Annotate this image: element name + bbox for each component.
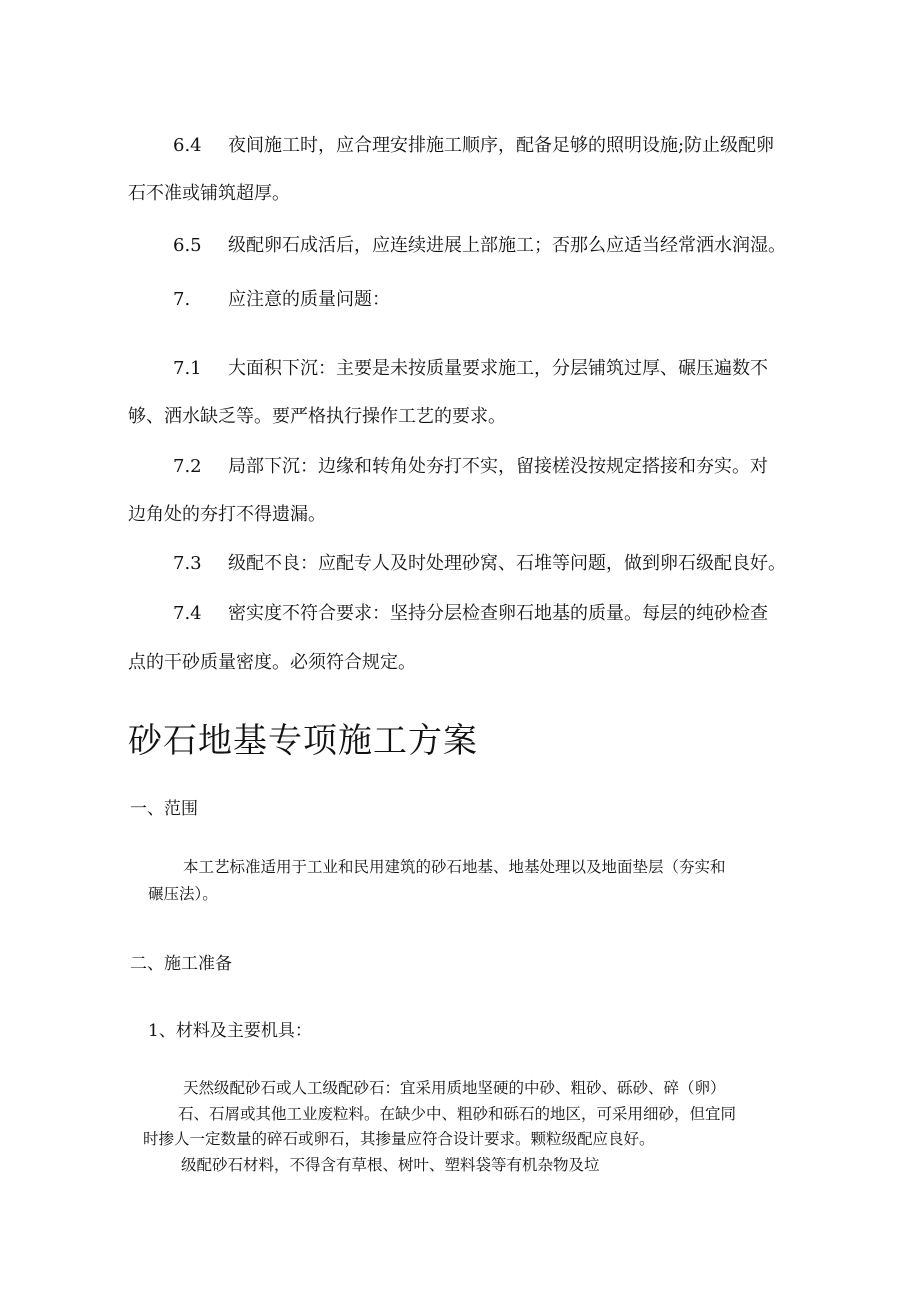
item-number: 6.5 — [173, 235, 202, 256]
paragraph-line: 本工艺标准适用于工业和民用建筑的砂石地基、地基处理以及地面垫层（夯实和 — [183, 858, 726, 876]
paragraph-line: 天然级配砂石或人工级配砂石：宜采用质地坚硬的中砂、粗砂、砾砂、碎（卵） — [183, 1079, 726, 1097]
item-text-line: 应注意的质量问题： — [228, 289, 390, 310]
item-number: 7.2 — [173, 456, 202, 477]
document-title: 砂石地基专项施工方案 — [128, 721, 478, 761]
paragraph-line: 碾压法）。 — [148, 885, 218, 903]
item-text-line: 大面积下沉：主要是未按质量要求施工，分层铺筑过厚、碾压遍数不 — [228, 358, 768, 379]
item-number: 7.4 — [173, 603, 202, 624]
subsection-heading: 1、材料及主要机具： — [148, 1021, 312, 1041]
paragraph-line: 时掺人一定数量的碎石或卵石，其掺量应符合设计要求。颗粒级配应良好。 — [143, 1130, 655, 1148]
item-number: 7. — [173, 289, 191, 310]
item-text-line: 夜间施工时，应合理安排施工顺序，配备足够的照明设施;防止级配卵 — [228, 135, 775, 156]
paragraph-line: 石、石屑或其他工业废粒料。在缺少中、粗砂和砾石的地区，可采用细砂，但宜同 — [178, 1105, 737, 1123]
item-text-line: 边角处的夯打不得遗漏。 — [128, 504, 326, 525]
item-number: 7.1 — [173, 358, 202, 379]
item-text-line: 级配卵石成活后，应连续进展上部施工；否那么应适当经常洒水润湿。 — [228, 235, 786, 256]
item-text-line: 石不准或铺筑超厚。 — [128, 183, 290, 204]
item-text-line: 点的干砂质量密度。必须符合规定。 — [128, 652, 416, 673]
item-text-line: 级配不良：应配专人及时处理砂窝、石堆等问题，做到卵石级配良好。 — [228, 553, 786, 574]
section-heading: 一、范围 — [130, 799, 198, 819]
paragraph-line: 级配砂石材料，不得含有草根、树叶、塑料袋等有机杂物及垃 — [181, 1156, 600, 1174]
item-number: 7.3 — [173, 553, 202, 574]
item-number: 6.4 — [173, 135, 202, 156]
item-text-line: 密实度不符合要求：坚持分层检查卵石地基的质量。每层的纯砂检查 — [228, 603, 768, 624]
item-text-line: 够、洒水缺乏等。要严格执行操作工艺的要求。 — [128, 406, 506, 427]
item-text-line: 局部下沉：边缘和转角处夯打不实，留接槎没按规定搭接和夯实。对 — [228, 456, 768, 477]
section-heading: 二、施工准备 — [130, 954, 232, 974]
